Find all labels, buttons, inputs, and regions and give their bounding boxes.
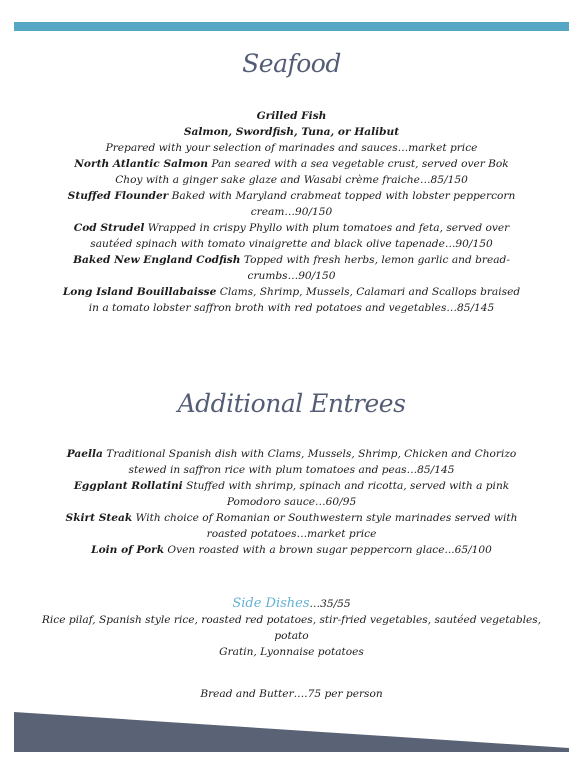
grilled-fish-subtitle: Salmon, Swordfish, Tuna, or Halibut	[183, 126, 400, 138]
grilled-fish-name: Grilled Fish	[256, 110, 327, 122]
menu-item	[60, 252, 523, 284]
grilled-fish-description: Prepared with your selection of marinades and sauces…market price	[105, 142, 478, 154]
menu-item	[60, 446, 523, 478]
menu-item	[60, 188, 523, 220]
item-description: Topped with fresh herbs, lemon garlic and bread-crumbs…90/150	[240, 254, 510, 282]
item-description: Stuffed with shrimp, spinach and ricotta, served with a pink Pomodoro sauce…60/95	[182, 480, 510, 508]
item-description: With choice of Romanian or Southwestern style marinades served with roasted potatoes…market price	[132, 512, 518, 540]
item-name: Stuffed Flounder	[67, 190, 169, 202]
item-name: Loin of Pork	[91, 544, 165, 556]
item-description: Pan seared with a sea vegetable crust, served over Bok Choy with a ginger sake glaze and Wasabi crème fraiche…85/150	[115, 158, 509, 186]
menu-item	[60, 220, 523, 252]
item-name: Paella	[66, 448, 103, 460]
footer-wedge	[14, 712, 569, 752]
item-description: Oven roasted with a brown sugar peppercorn glace...65/100	[164, 544, 492, 556]
menu-item	[60, 156, 523, 188]
seafood-heading: Seafood	[242, 49, 341, 78]
entrees-heading: Additional Entrees	[177, 389, 406, 418]
menu-item	[60, 510, 523, 542]
entrees-menu	[60, 446, 523, 558]
item-name: Eggplant Rollatini	[73, 480, 183, 492]
side-dishes-heading	[40, 596, 543, 612]
bread-and-butter: Bread and Butter….75 per person	[200, 688, 383, 700]
item-name: Long Island Bouillabaisse	[62, 286, 217, 298]
menu-item	[60, 284, 523, 316]
item-description: Traditional Spanish dish with Clams, Mussels, Shrimp, Chicken and Chorizo stewed in saffron rice with plum tomatoes and peas…85/145	[102, 448, 517, 476]
side-dishes-line: Rice pilaf, Spanish style rice, roasted red potatoes, stir-fried vegetables, sautéed vegetables, potato	[41, 614, 542, 642]
seafood-menu	[60, 108, 523, 316]
item-name: Skirt Steak	[65, 512, 133, 524]
item-name: North Atlantic Salmon	[74, 158, 208, 170]
side-dishes-line: Gratin, Lyonnaise potatoes	[219, 646, 364, 658]
side-dishes-price: …35/55	[309, 598, 351, 610]
side-dishes-title: Side Dishes	[232, 596, 310, 611]
item-name: Cod Strudel	[73, 222, 145, 234]
item-name: Baked New England Codfish	[73, 254, 241, 266]
side-dishes-section	[40, 596, 543, 660]
menu-item	[60, 478, 523, 510]
item-description: Clams, Shrimp, Mussels, Calamari and Scallops braised in a tomato lobster saffron broth with red potatoes and vegetables…85/145	[88, 286, 521, 314]
item-description: Baked with Maryland crabmeat topped with lobster peppercorn cream…90/150	[168, 190, 516, 218]
item-description: Wrapped in crispy Phyllo with plum tomatoes and feta, served over sautéed spinach with tomato vinaigrette and black olive tapenade…90/150	[90, 222, 510, 250]
menu-item	[60, 542, 523, 558]
top-accent-bar	[14, 22, 569, 31]
